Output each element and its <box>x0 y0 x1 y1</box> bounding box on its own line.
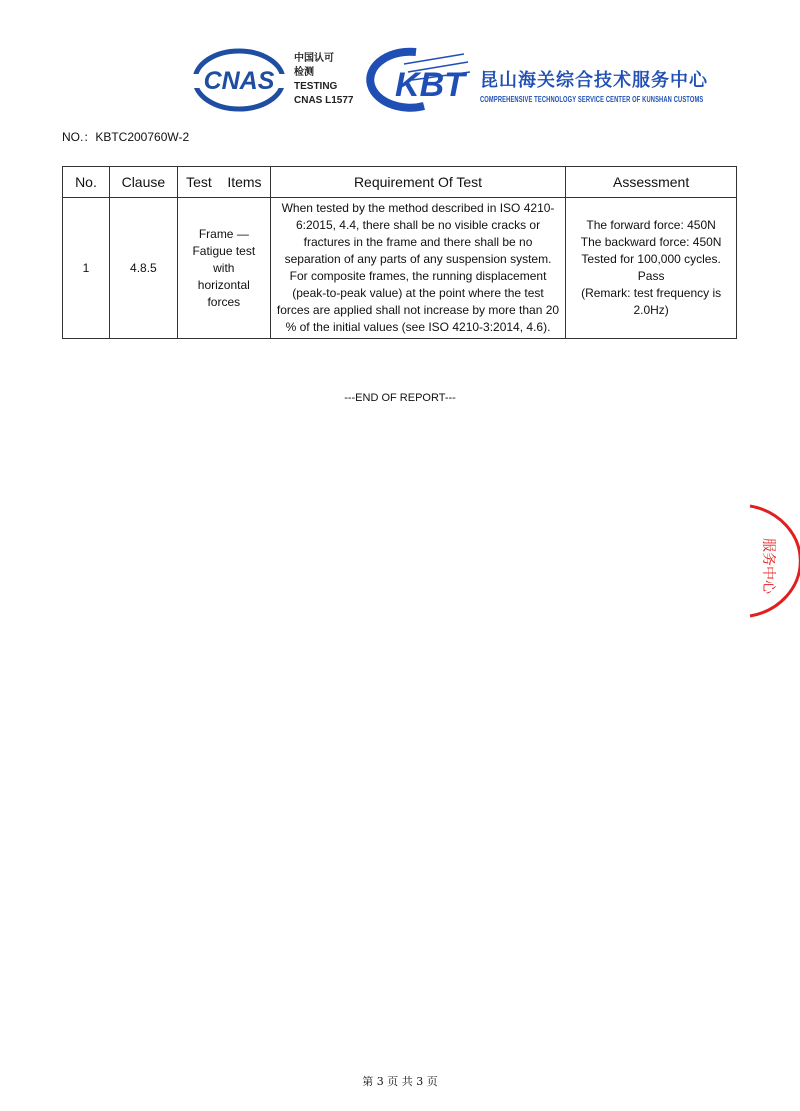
cnas-logo <box>192 48 286 112</box>
requirement-paragraph: For composite frames, the running displacement (peak-to-peak value) at the point where the test forces are applied shall not increase by more than 20 % of the initial values (see ISO 4210‑3:2014, 4.6). <box>276 269 560 334</box>
cell-no: 1 <box>63 198 110 339</box>
cell-test-item <box>177 198 270 339</box>
test-item-line: forces <box>207 294 241 309</box>
end-of-report: ---END OF REPORT--- <box>344 392 456 404</box>
red-seal-stamp <box>740 498 800 622</box>
cnas-line: 检测 <box>294 67 314 78</box>
header-requirement: Requirement Of Test <box>270 167 565 198</box>
kbt-logo <box>364 46 476 112</box>
cell-requirement <box>270 198 565 339</box>
test-item-line: with <box>213 260 235 275</box>
header-test-items: Test Items <box>177 167 270 198</box>
test-item-line: horizontal <box>197 277 250 292</box>
assessment-line: Tested for 100,000 cycles. <box>581 252 721 266</box>
kbt-logo-text: KBT <box>395 66 465 104</box>
test-item-line: Fatigue test <box>192 243 256 258</box>
cnas-logo-text: CNAS <box>203 67 275 95</box>
assessment-line: 2.0Hz) <box>633 303 669 317</box>
cnas-accreditation-text <box>294 52 353 108</box>
svg-text:服务中心: 服务中心 <box>760 538 776 594</box>
org-name-en: COMPREHENSIVE TECHNOLOGY SERVICE CENTER OF KUNSHAN CUSTOMS <box>480 95 704 104</box>
table-header-row <box>63 167 737 198</box>
org-name-cn: 昆山海关综合技术服务中心 <box>480 70 708 90</box>
header-no: No. <box>63 167 110 198</box>
cnas-line: TESTING <box>294 81 338 92</box>
test-item-line: Frame — <box>198 226 249 241</box>
assessment-line: The forward force: 450N <box>586 218 716 232</box>
assessment-line: Pass <box>637 269 665 283</box>
cnas-line: CNAS L1577 <box>294 95 354 106</box>
cell-clause: 4.8.5 <box>109 198 177 339</box>
header-clause: Clause <box>109 167 177 198</box>
cnas-line: 中国认可 <box>294 53 334 64</box>
table-row <box>63 198 737 339</box>
report-number: NO.：KBTC200760W-2 <box>62 130 190 144</box>
report-header <box>0 0 800 120</box>
assessment-line: The backward force: 450N <box>580 235 722 249</box>
page-footer: 第 3 页 共 3 页 <box>362 1075 438 1088</box>
assessment-line: (Remark: test frequency is <box>581 286 722 300</box>
header-assessment: Assessment <box>566 167 737 198</box>
requirement-paragraph: When tested by the method described in ISO 4210‑ 6:2015, 4.4, there shall be no visible cracks or fractures in the frame and there shall be no separation of any parts of any suspension system. <box>281 201 555 266</box>
cell-assessment <box>566 198 737 339</box>
test-results-table <box>62 166 737 339</box>
